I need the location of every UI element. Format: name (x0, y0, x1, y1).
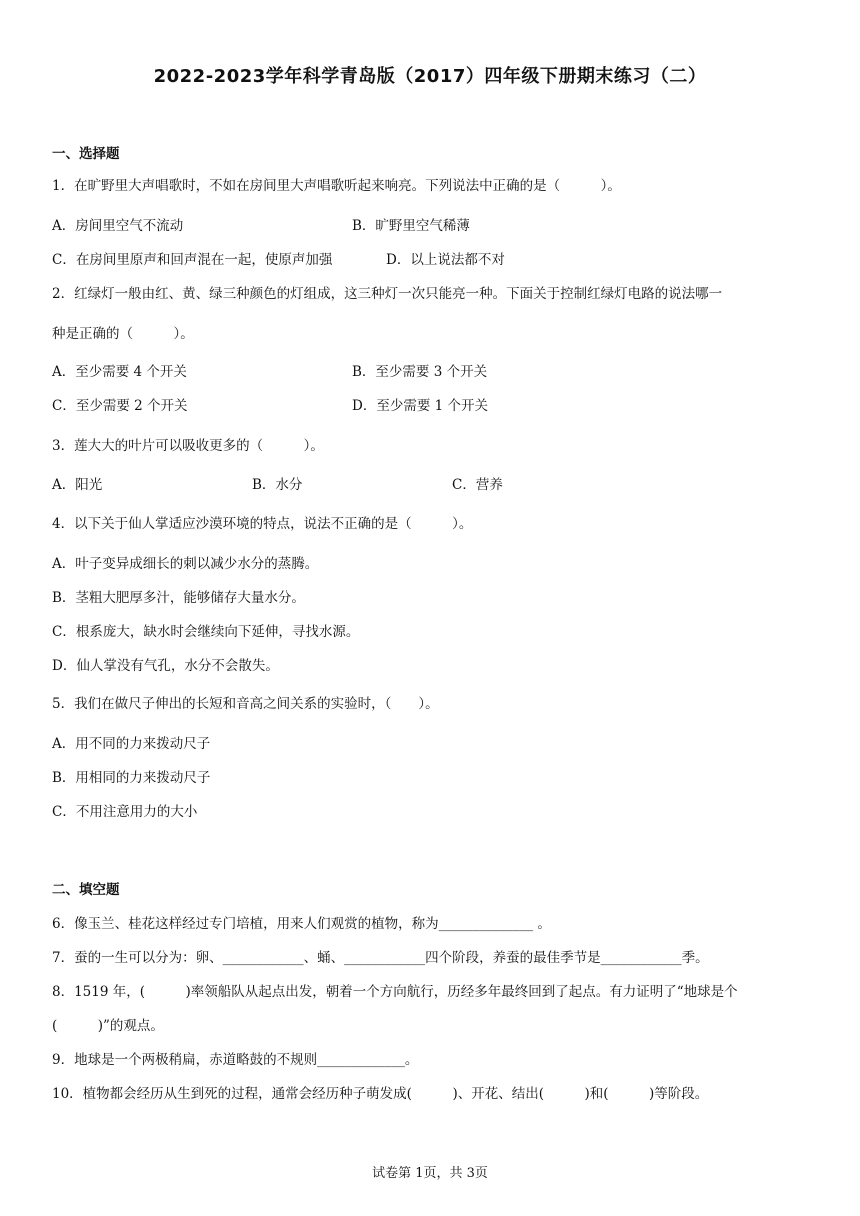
question-8-cont: ( )”的观点。 (52, 1018, 164, 1034)
question-3-option-a: A．阳光 (52, 477, 103, 493)
question-4-option-c: C．根系庞大，缺水时会继续向下延伸，寻找水源。 (52, 624, 360, 640)
question-3-stem: 3．莲大大的叶片可以吸收更多的（ ）。 (52, 438, 324, 454)
question-4-stem: 4．以下关于仙人掌适应沙漠环境的特点，说法不正确的是（ ）。 (52, 516, 473, 532)
question-2-stem: 2．红绿灯一般由红、黄、绿三种颜色的灯组成，这三种灯一次只能亮一种。下面关于控制红绿灯电路的说法哪一 (52, 286, 723, 302)
question-5-stem: 5．我们在做尺子伸出的长短和音高之间关系的实验时，（ ）。 (52, 696, 439, 712)
question-1-option-a: A．房间里空气不流动 (52, 218, 184, 234)
question-2-option-d: D．至少需要 1 个开关 (352, 398, 488, 414)
section-heading-fill: 二、填空题 (52, 882, 120, 898)
question-10: 10．植物都会经历从生到死的过程，通常会经历种子萌发成( )、开花、结出( )和( )等阶段。 (52, 1086, 709, 1102)
question-2-option-a: A．至少需要 4 个开关 (52, 364, 187, 380)
question-2-option-b: B．至少需要 3 个开关 (352, 364, 488, 380)
question-5-option-c: C．不用注意用力的大小 (52, 804, 198, 820)
question-2-option-c: C．至少需要 2 个开关 (52, 398, 188, 414)
question-4-option-a: A．叶子变异成细长的刺以减少水分的蒸腾。 (52, 556, 319, 572)
question-5-option-b: B．用相同的力来拨动尺子 (52, 770, 211, 786)
page-title: 2022-2023学年科学青岛版（2017）四年级下册期末练习（二） (153, 66, 707, 87)
question-1-option-d: D．以上说法都不对 (386, 252, 505, 268)
question-9: 9．地球是一个两极稍扁，赤道略鼓的不规则_____________。 (52, 1052, 419, 1068)
question-5-option-a: A．用不同的力来拨动尺子 (52, 736, 211, 752)
page-footer: 试卷第 1页，共 3页 (372, 1166, 488, 1181)
question-1-option-c: C．在房间里原声和回声混在一起，使原声加强 (52, 252, 333, 268)
section-heading-choice: 一、选择题 (52, 146, 120, 162)
question-4-option-b: B．茎粗大肥厚多汁，能够储存大量水分。 (52, 590, 305, 606)
question-7: 7．蚕的一生可以分为：卵、____________、蛹、____________四个阶段，养蚕的最佳季节是____________季。 (52, 950, 709, 966)
question-3-option-c: C．营养 (452, 477, 503, 493)
question-1-option-b: B．旷野里空气稀薄 (352, 218, 470, 234)
question-2-stem-cont: 种是正确的（ ）。 (52, 326, 194, 342)
question-8: 8．1519 年，( )率领船队从起点出发，朝着一个方向航行，历经多年最终回到了起点。有力证明了“地球是个 (52, 984, 738, 1000)
question-6: 6．像玉兰、桂花这样经过专门培植，用来人们观赏的植物，称为______________ 。 (52, 916, 551, 932)
question-1-stem: 1．在旷野里大声唱歌时，不如在房间里大声唱歌听起来响亮。下列说法中正确的是（ ）。 (52, 178, 621, 194)
question-3-option-b: B．水分 (252, 477, 303, 493)
question-4-option-d: D．仙人掌没有气孔，水分不会散失。 (52, 658, 279, 674)
